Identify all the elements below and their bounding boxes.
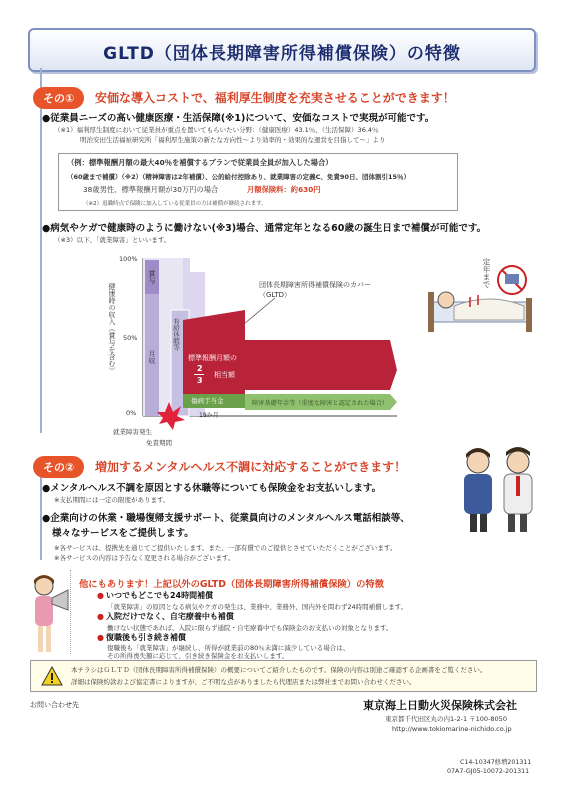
company-name: 東京海上日動火災保険株式会社 — [363, 699, 517, 712]
section2-note2b: ※各サービスの内容は予告なく変更される場合がございます。 — [54, 554, 235, 562]
company-address: 東京都千代田区丸の内1-2-1 〒100-8050 — [385, 715, 507, 723]
y-tick-50: 50% — [123, 334, 138, 342]
section2-heading: 増加するメンタルヘルス不調に対応することができます！ — [95, 460, 407, 474]
section2-bullet1: ●メンタルヘルス不調を原因とする休職等についても保険金をお支払いします。 — [42, 483, 382, 494]
label-exemption: 免責期間 — [146, 439, 172, 447]
exclamation-triangle-icon — [41, 666, 63, 686]
caution-line1: 本チラシはＧＬＴＤ（団体長期障害所得補償保険）の概要についてご紹介したものです。保険の内容は別途ご確認する企画書をご覧ください。 — [71, 666, 487, 674]
cover-label: 団体長期障害所得補償保険のカバー（GLTD） — [259, 281, 371, 299]
example-line3: 38歳男性、標準報酬月額が30万円の場合 — [83, 185, 219, 194]
other-item1-text: 「就業障害」の原因となる病気やケガの発生は、業務中、業務外、国内外を問わず24時間補償します。 — [107, 603, 408, 611]
contact-label: お問い合わせ先 — [30, 701, 79, 709]
section1-badge: その① — [33, 87, 84, 109]
section1-note1a: （※1）福利厚生制度において従業員が重点を置いてもらいたい分野：（健康医療）43.1％、（生活保障）36.4％ — [54, 126, 379, 134]
caution-line2: 詳細は保険約款および協定書によりますが、ご不明な点がありましたら代理店または弊社までお問い合わせください。 — [71, 678, 416, 686]
doc-code1: C14-10347修増201311 — [460, 759, 532, 766]
other-heading: 他にもあります！上記以外のGLTD（団体長期障害所得補償保険）の特徴 — [79, 579, 384, 590]
other-item3-text2: その所得喪失額に応じて、引き続き保険金をお支払いします。 — [107, 652, 289, 660]
other-item2-text: 働けない状態であれば、入院に限らず通院・自宅療養中でも保険金のお支払いの対象となります。 — [107, 624, 393, 632]
section1-note3: （※3）以下、「就業障害」といいます。 — [54, 236, 171, 244]
section2-badge: その② — [33, 456, 84, 478]
other-item3-title: ● 復職後も引き続き補償 — [97, 632, 186, 643]
section1-bullet2: ●病気やケガで健康時のように働けない(※3)場合、通常定年となる60歳の誕生日まで補償が可能です。 — [42, 223, 487, 234]
gltd-cover-area — [183, 310, 397, 394]
example-box — [58, 153, 458, 211]
label-disability-pension: 障害基礎年金等（重度な障害と認定された場合） — [252, 400, 389, 407]
section2-note1: ※支払期間には一定の限度があります。 — [54, 496, 170, 504]
label-onset: 就業障害発生 — [113, 428, 152, 436]
title-banner — [28, 28, 536, 72]
page-title: GLTD（団体長期障害所得補償保険）の特徴 — [103, 44, 461, 64]
example-note: （※2）退職時点で保険に加入している従業員の方は補償が継続されます。 — [83, 201, 267, 207]
cover-fraction-top: 2 — [197, 364, 203, 373]
company-url[interactable]: http://www.tokiomarine-nichido.co.jp — [392, 725, 512, 733]
other-item3-text1: 復職後も「就業障害」が継続し、所得が就業前の80％未満に減少している場合は、 — [107, 644, 350, 652]
cover-leader-line — [240, 296, 280, 326]
section2-note2a: ※各サービスは、提携先を通じてご提供いたします。また、一部有償でのご提供とさせていただくことがございます。 — [54, 544, 397, 552]
other-features-box — [70, 570, 541, 660]
doc-code2: 07A7-GJ05-10072-201311 — [447, 768, 530, 775]
y-tick-0: 0% — [126, 409, 137, 417]
example-premium: 月額保険料：約630円 — [247, 185, 321, 194]
label-bonus: 賞与 — [148, 270, 156, 284]
example-line2: （60歳まで補償）（※2）（精神障害は2年補償）、公的給付控除あり、就業障害の定義C、免責90日、団体割引15％） — [67, 173, 411, 181]
cover-fraction-bottom: 3 — [197, 376, 203, 385]
section2-bullet2b: 様々なサービスをご提供します。 — [52, 528, 194, 539]
cover-text1: 標準報酬月額の — [188, 354, 237, 362]
example-line1: （例：標準報酬月額の最大40％を補償するプランで従業員全員が加入した場合） — [67, 158, 333, 167]
cover-text2: 相当額 — [214, 371, 235, 379]
label-18-months: 18か月 — [199, 412, 219, 419]
section1-bullet1: ●従業員ニーズの高い健康医療・生活保障(※1)について、安価なコストで実現が可能です。 — [42, 113, 435, 124]
section1-note1b: 明治安田生活福祉研究所「福利厚生施策の新たな方向性〜より効率的・効果的な運営を目指して〜」より — [80, 136, 386, 144]
chart-y-label: 健康時の収入（賞与を含む） — [108, 283, 116, 374]
caution-box — [30, 660, 537, 692]
section2-bullet2a: ●企業向けの休業・職場復帰支援サポート、従業員向けのメンタルヘルス電話相談等、 — [42, 513, 410, 524]
other-item2-title: ● 入院だけでなく、自宅療養中も補償 — [97, 611, 234, 622]
y-tick-100: 100% — [119, 255, 138, 263]
label-sickness-allowance: 傷病手当金 — [191, 397, 224, 405]
fraction-line — [194, 374, 204, 375]
label-retirement: 定年まで — [482, 258, 491, 288]
label-paid-leave: 有給休暇等 — [172, 318, 180, 351]
counseling-people-icon — [450, 440, 545, 535]
sick-bed-icon — [420, 262, 538, 342]
megaphone-icon — [28, 572, 70, 658]
label-monthly: 月収 — [148, 350, 156, 364]
other-item1-title: ● いつでもどこでも24時間補償 — [97, 590, 213, 601]
section1-heading: 安価な導入コストで、福利厚生制度を充実させることができます！ — [95, 91, 455, 105]
